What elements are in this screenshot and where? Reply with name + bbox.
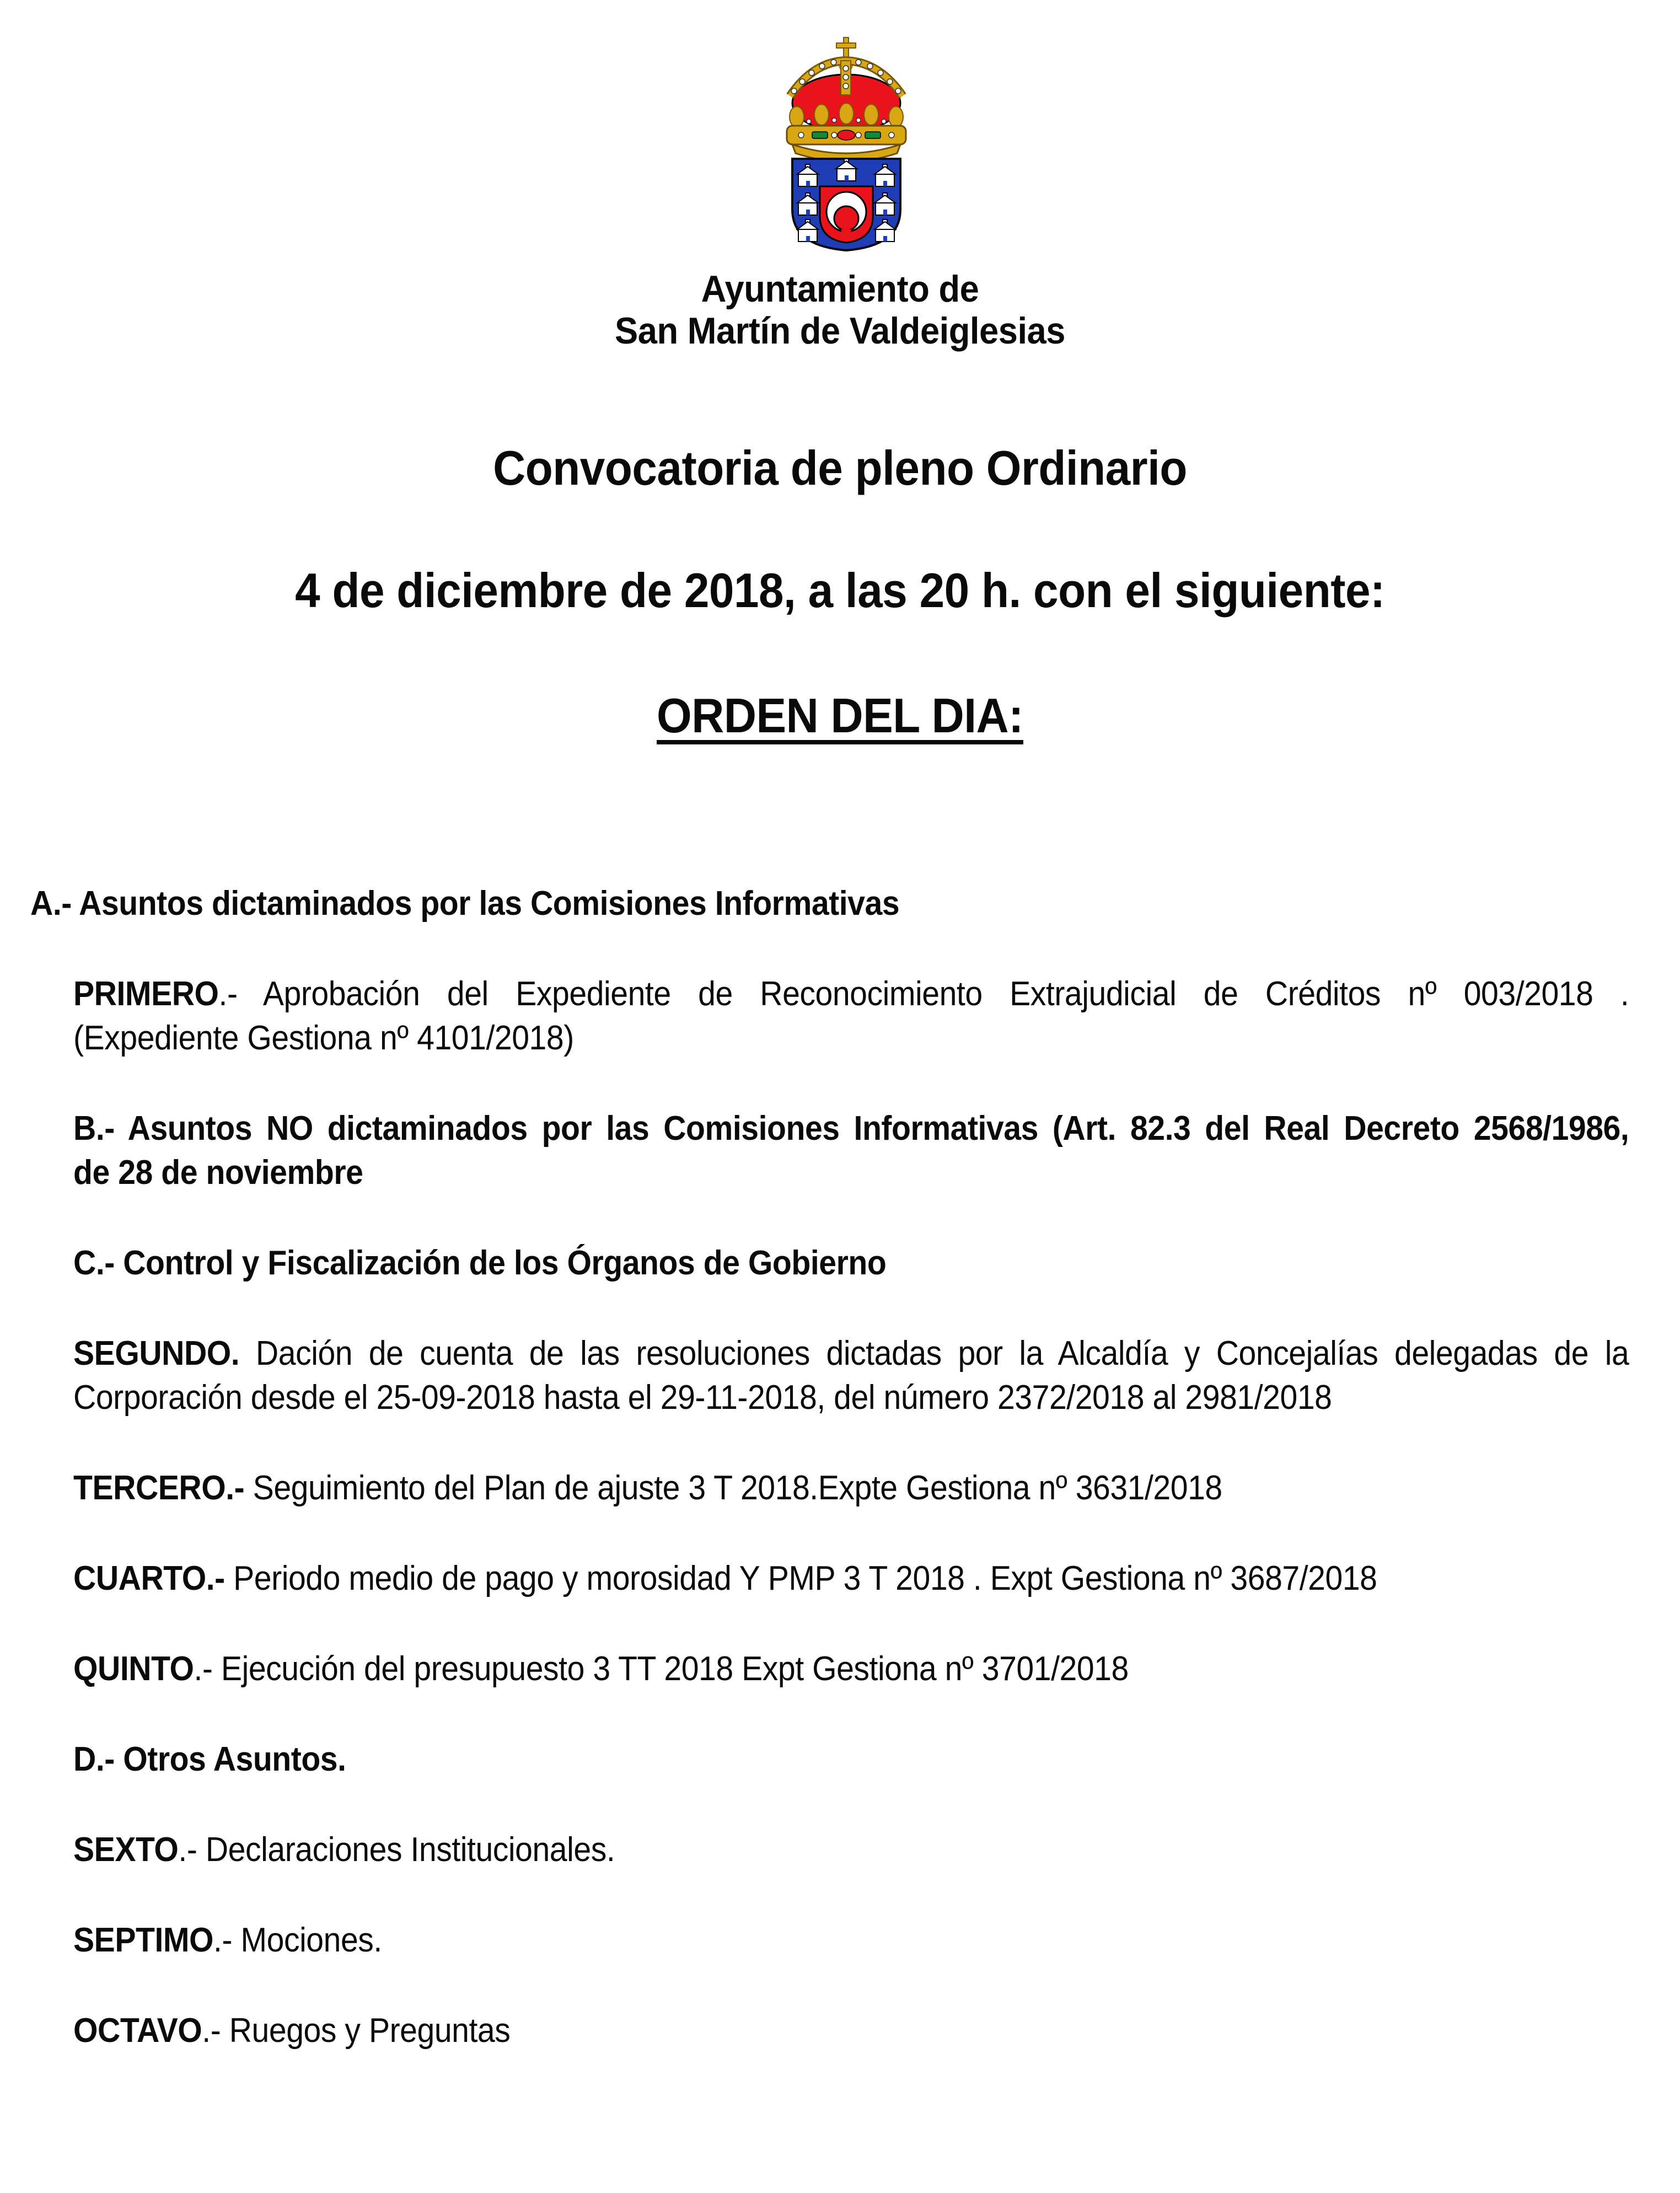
item-lead: SEGUNDO. (73, 1334, 240, 1372)
item-text: .- Mociones. (213, 1921, 382, 1959)
document-title: Convocatoria de pleno Ordinario (493, 441, 1187, 495)
org-name-line2: San Martín de Valdeiglesias (615, 310, 1065, 352)
agenda-item-octavo (73, 2009, 1629, 2053)
item-lead: OCTAVO (73, 2012, 202, 2050)
municipal-coat-of-arms-icon (731, 34, 962, 255)
item-text: Periodo medio de pago y morosidad Y PMP 3 T 2018 . Expt Gestiona nº 3687/2018 (224, 1559, 1377, 1597)
item-lead: TERCERO.- (73, 1469, 245, 1507)
item-text-line2: Corporación desde el 25-09-2018 hasta el 29-11-2018, del número 2372/2018 al 2981/2018 (73, 1379, 1332, 1417)
item-text: Seguimiento del Plan de ajuste 3 T 2018.Expte Gestiona nº 3631/2018 (244, 1469, 1222, 1507)
item-text-line2: (Expediente Gestiona nº 4101/2018) (73, 1019, 574, 1057)
agenda-section-c: C.- Control y Fiscalización de los Órganos de Gobierno (73, 1244, 887, 1282)
item-lead: CUARTO.- (73, 1559, 225, 1597)
agenda-section-a: A.- Asuntos dictaminados por las Comisiones Informativas (30, 884, 900, 923)
item-text: .- Ruegos y Preguntas (202, 2012, 511, 2050)
agenda-heading-text: ORDEN DEL DIA: (657, 688, 1023, 743)
section-b-line2: de 28 de noviembre (73, 1154, 363, 1192)
crest-container (731, 34, 962, 255)
section-b-line1: B.- Asuntos NO dictaminados por las Comisiones Informativas (Art. 82.3 del Real Decreto 2568/1986, (73, 1109, 1629, 1148)
agenda-item-tercero (73, 1466, 1629, 1510)
agenda-section-d: D.- Otros Asuntos. (73, 1740, 346, 1778)
agenda-item-cuarto (73, 1557, 1629, 1601)
org-name (59, 268, 1622, 352)
agenda-item-septimo (73, 1918, 1629, 1963)
item-lead: PRIMERO (73, 975, 219, 1013)
item-text: Dación de cuenta de las resoluciones dictadas por la Alcaldía y Concejalías delegadas de la (239, 1334, 1629, 1372)
item-text: .- Ejecución del presupuesto 3 TT 2018 Expt Gestiona nº 3701/2018 (194, 1650, 1129, 1688)
document-subtitle: 4 de diciembre de 2018, a las 20 h. con el siguiente: (295, 563, 1385, 618)
org-name-line1: Ayuntamiento de (701, 268, 979, 310)
item-lead: QUINTO (73, 1650, 194, 1688)
item-text: .- Declaraciones Institucionales. (178, 1831, 615, 1869)
agenda-item-primero (73, 972, 1629, 1060)
agenda-heading (59, 688, 1622, 743)
item-text: .- Aprobación del Expediente de Reconocimiento Extrajudicial de Créditos nº 003/2018 . (218, 975, 1629, 1013)
item-lead: SEPTIMO (73, 1921, 214, 1959)
agenda-item-sexto (73, 1828, 1629, 1872)
agenda-item-quinto (73, 1647, 1629, 1691)
agenda-item-segundo (73, 1332, 1629, 1420)
agenda-section-b (73, 1107, 1629, 1195)
item-lead: SEXTO (73, 1831, 179, 1869)
